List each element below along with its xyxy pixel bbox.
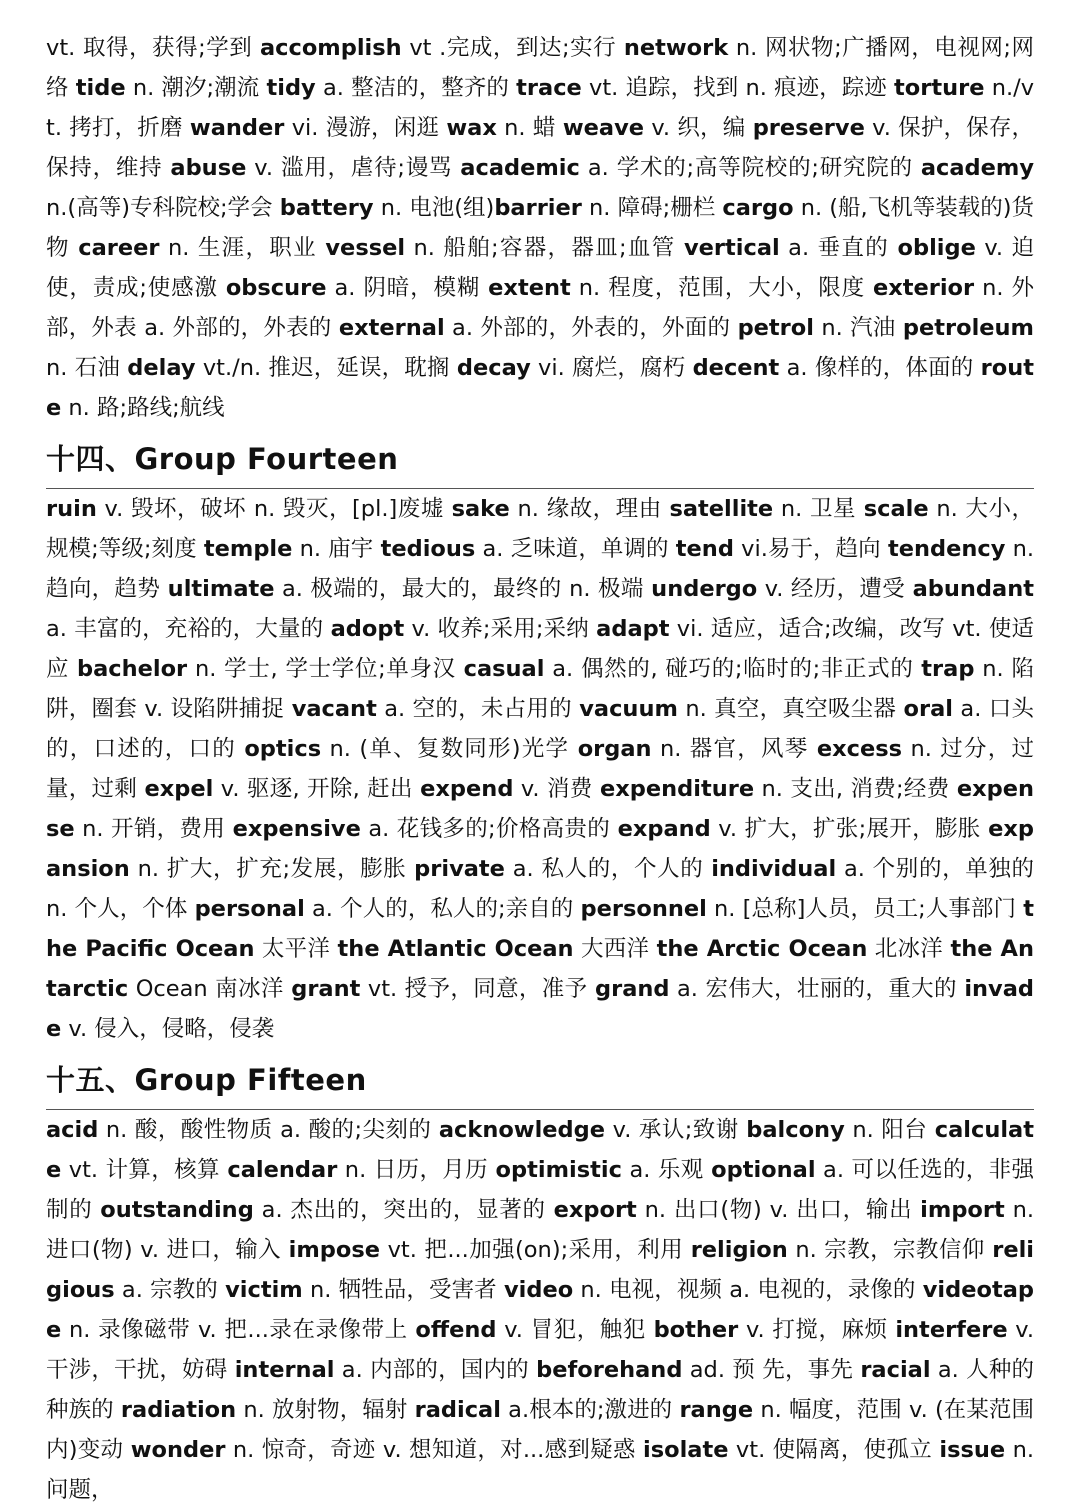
vocab-definition: v. 消费 (513, 776, 600, 802)
vocab-word: expend (420, 776, 514, 802)
vocab-word: satellite (669, 496, 774, 522)
vocab-word: racial (860, 1357, 931, 1383)
vocab-word: issue (939, 1437, 1006, 1463)
vocab-definition: a. 阴暗，模糊 (326, 275, 489, 301)
vocab-word: barrier (494, 195, 582, 221)
vocab-definition: a. 偶然的, 碰巧的;临时的;非正式的 (544, 656, 922, 682)
vocab-definition: n. 外部，外表 a. 外部的，外表的 (46, 275, 1034, 341)
vocab-definition: v. 毁坏，破坏 n. 毁灭，[pl.]废墟 (96, 496, 452, 522)
vocab-word: career (78, 235, 160, 261)
vocab-definition: n. 开销，费用 (74, 816, 233, 842)
vocab-word: personnel (580, 896, 707, 922)
vocab-word: vertical (683, 235, 780, 261)
vocab-definition: vt. 取得，获得;学到 (46, 35, 260, 61)
vocab-word: decay (456, 355, 531, 381)
vocab-word: bother (653, 1317, 739, 1343)
vocab-word: vacuum (579, 696, 678, 722)
vocab-definition: n. 电视，视频 a. 电视的，录像的 (573, 1277, 923, 1303)
vocab-word: abuse (170, 155, 247, 181)
vocab-definition: v. 收养;采用;采纳 (404, 616, 597, 642)
vocab-word: the Pacific Ocean (46, 896, 1034, 962)
document-page (46, 26, 1034, 1510)
vocab-definition: n. 汽油 (813, 315, 903, 341)
vocab-word: vacant (291, 696, 377, 722)
vocab-definition: vt. 计算，核算 (61, 1157, 228, 1183)
vocab-definition: n. 进口(物) v. 进口，输入 (46, 1197, 1035, 1263)
vocab-definition: a. 宗教的 (114, 1277, 226, 1303)
vocab-definition: ad. 预 先，事先 (682, 1357, 861, 1383)
section-heading: 十四、Group Fourteen (46, 434, 1034, 489)
vocab-definition: v. 侵入，侵略，侵袭 (61, 1016, 275, 1042)
vocab-word: undergo (651, 576, 758, 602)
vocab-definition: n. 蜡 (496, 115, 563, 141)
vocab-definition: n. 阳台 (844, 1117, 935, 1143)
vocab-word: ruin (46, 496, 97, 522)
vocab-word: wander (189, 115, 285, 141)
vocab-definition: v. 滥用，虐待;谩骂 (246, 155, 461, 181)
vocab-word: oral (903, 696, 953, 722)
vocab-definition: a. 外部的，外表的，外面的 (444, 315, 738, 341)
vocab-word: radical (414, 1397, 501, 1423)
vocab-definition: 大西洋 (573, 936, 657, 962)
vocab-word: extent (488, 275, 571, 301)
vocab-definition: v. 承认;致谢 (605, 1117, 747, 1143)
vocab-definition: n. 大小，规模;等级;刻度 (46, 496, 1035, 562)
vocab-definition: a. 内部的，国内的 (334, 1357, 537, 1383)
vocab-word: the Antarctic (46, 936, 1034, 1002)
vocab-definition: v. 干涉，干扰，妨碍 (46, 1317, 1034, 1383)
vocab-definition: a. 个人的，私人的;亲自的 (304, 896, 581, 922)
vocab-word: isolate (643, 1437, 729, 1463)
vocab-word: weave (562, 115, 645, 141)
vocab-definition: v. 迫使，责成;使感激 (46, 235, 1035, 301)
vocab-word: individual (711, 856, 837, 882)
section-continued (46, 28, 1034, 428)
vocab-definition: n. (单、复数同形)光学 (321, 736, 578, 762)
vocab-word: wax (446, 115, 497, 141)
vocab-definition: a. 可以任选的，非强制的 (46, 1157, 1035, 1223)
vocab-word: interfere (895, 1317, 1008, 1343)
vocab-definition: n. 电池(组) (373, 195, 495, 221)
vocab-definition: a. 私人的，个人的 (504, 856, 712, 882)
vocab-word: accomplish (259, 35, 402, 61)
vocab-word: tedious (380, 536, 476, 562)
vocab-definition: v. 织，编 (644, 115, 753, 141)
vocab-definition: a. 整洁的，整齐的 (315, 75, 517, 101)
vocab-definition: a. 花钱多的;价格高贵的 (360, 816, 618, 842)
vocab-word: import (920, 1197, 1005, 1223)
vocab-definition: n. 问题， (46, 1437, 1034, 1503)
vocab-definition: n. 过分，过量，过剩 (46, 736, 1034, 802)
vocab-word: tend (675, 536, 734, 562)
vocab-definition: a. 空的，未占用的 (376, 696, 580, 722)
vocab-definition: v. 保护，保存，保持，维持 (46, 115, 1034, 181)
vocab-definition: vt. 追踪，找到 n. 痕迹，踪迹 (581, 75, 895, 101)
vocab-definition: n./vt. 拷打，折磨 (46, 75, 1035, 141)
vocab-word: bachelor (76, 656, 188, 682)
vocab-word: calculate (46, 1117, 1034, 1183)
vocab-definition: vt./n. 推迟，延误，耽搁 (195, 355, 457, 381)
vocab-word: delay (127, 355, 196, 381)
vocab-definition: n. 学士, 学士学位;单身汉 (187, 656, 464, 682)
vocab-definition: a. 像样的，体面的 (779, 355, 981, 381)
vocab-definition: vi. 腐烂，腐朽 (530, 355, 693, 381)
vocab-definition: a.根本的;激进的 (500, 1397, 680, 1423)
vocab-definition: n. 路;路线;航线 (61, 395, 225, 421)
vocab-definition: n. 宗教，宗教信仰 (787, 1237, 993, 1263)
vocab-word: trap (921, 656, 975, 682)
vocab-definition: n. 程度，范围，大小，限度 (570, 275, 873, 301)
vocab-word: obscure (225, 275, 327, 301)
vocab-definition: v. 打搅，麻烦 (738, 1317, 896, 1343)
vocab-definition: a. 杰出的，突出的，显著的 (253, 1197, 554, 1223)
vocab-definition: vt. 授予，同意，准予 (360, 976, 595, 1002)
vocab-definition: n. 录像磁带 v. 把...录在录像带上 (61, 1317, 416, 1343)
vocab-word: temple (203, 536, 293, 562)
vocab-word: religious (46, 1237, 1034, 1303)
vocab-word: outstanding (100, 1197, 254, 1223)
vocab-definition: n. 酸，酸性物质 a. 酸的;尖刻的 (98, 1117, 439, 1143)
section-group-fourteen (46, 434, 1034, 1049)
vocab-word: expenditure (599, 776, 755, 802)
vocab-word: optimistic (495, 1157, 622, 1183)
vocab-word: academic (460, 155, 580, 181)
vocab-word: optional (711, 1157, 816, 1183)
vocab-definition: v. 冒犯，触犯 (496, 1317, 654, 1343)
vocab-word: adopt (330, 616, 405, 642)
vocab-word: vessel (325, 235, 406, 261)
vocab-word: sake (451, 496, 510, 522)
vocab-definition: a. 乐观 (621, 1157, 712, 1183)
vocab-word: video (503, 1277, 574, 1303)
vocab-word: range (679, 1397, 754, 1423)
vocab-definition: n. 出口(物) v. 出口，输出 (636, 1197, 921, 1223)
vocab-word: wonder (130, 1437, 226, 1463)
vocab-definition: vt .完成，到达;实行 (401, 35, 624, 61)
vocab-definition: vt. 使隔离，使孤立 (728, 1437, 940, 1463)
vocab-word: tide (75, 75, 126, 101)
section-group-fifteen (46, 1055, 1034, 1510)
vocab-definition: a. 宏伟大，壮丽的，重大的 (669, 976, 965, 1002)
vocab-word: calendar (227, 1157, 338, 1183)
vocab-word: preserve (752, 115, 865, 141)
vocab-word: torture (894, 75, 985, 101)
vocab-definition: n. 日历，月历 (337, 1157, 496, 1183)
vocab-definition: a. 学术的;高等院校的;研究院的 (579, 155, 921, 181)
vocab-word: acid (46, 1117, 99, 1143)
vocab-definition: n. 真空，真空吸尘器 (677, 696, 904, 722)
section-heading: 十五、Group Fifteen (46, 1055, 1034, 1110)
vocab-definition: n. (船,飞机等装载的)货物 (46, 195, 1034, 261)
vocab-definition: 太平洋 (254, 936, 338, 962)
vocab-definition: Ocean 南冰洋 (128, 976, 292, 1002)
vocab-word: offend (415, 1317, 497, 1343)
vocab-word: invade (46, 976, 1034, 1042)
vocab-word: external (338, 315, 445, 341)
vocab-word: trace (516, 75, 582, 101)
vocab-word: private (414, 856, 505, 882)
vocab-word: beforehand (536, 1357, 683, 1383)
vocab-definition: n. 幅度，范围 v. (在某范围内)变动 (46, 1397, 1034, 1463)
vocab-definition: a. 人种的种族的 (46, 1357, 1035, 1423)
vocab-word: radiation (120, 1397, 237, 1423)
vocab-word: petrol (737, 315, 814, 341)
vocab-definition: n. 支出, 消费;经费 (754, 776, 957, 802)
vocab-word: religion (690, 1237, 788, 1263)
vocab-word: casual (463, 656, 545, 682)
vocab-word: grand (595, 976, 670, 1002)
vocab-word: petroleum (902, 315, 1035, 341)
vocab-word: network (623, 35, 729, 61)
vocab-word: route (46, 355, 1034, 421)
vocab-definition: n. 庙宇 (292, 536, 381, 562)
vocab-word: grant (291, 976, 361, 1002)
vocab-paragraph (46, 1110, 1034, 1510)
vocab-definition: n. 放射物，辐射 (236, 1397, 415, 1423)
vocab-definition: n. 卫星 (773, 496, 864, 522)
vocab-definition: 北冰洋 (867, 936, 951, 962)
vocab-definition: v. 扩大，扩张;展开，膨胀 (710, 816, 989, 842)
vocab-definition: n. 生涯，职业 (159, 235, 326, 261)
vocab-definition: n. 网状物;广播网，电视网;网络 (46, 35, 1034, 101)
vocab-word: videotape (46, 1277, 1034, 1343)
vocab-definition: n. 石油 (46, 355, 128, 381)
vocab-definition: n. 扩大，扩充;发展，膨胀 (129, 856, 415, 882)
vocab-word: tendency (887, 536, 1006, 562)
vocab-definition: n. 缘故，理由 (509, 496, 670, 522)
vocab-word: personal (194, 896, 305, 922)
vocab-word: battery (279, 195, 374, 221)
vocab-definition: v. 经历，遭受 (757, 576, 913, 602)
vocab-word: impose (288, 1237, 381, 1263)
vocab-paragraph (46, 28, 1034, 428)
vocab-word: internal (234, 1357, 335, 1383)
vocab-word: expansion (46, 816, 1034, 882)
vocab-word: ultimate (167, 576, 275, 602)
vocab-word: acknowledge (438, 1117, 606, 1143)
vocab-definition: n. 船舶;容器，器皿;血管 (405, 235, 684, 261)
vocab-definition: n. 惊奇，奇迹 v. 想知道，对...感到疑惑 (225, 1437, 644, 1463)
vocab-word: victim (225, 1277, 303, 1303)
vocab-word: balcony (746, 1117, 845, 1143)
vocab-definition: vi. 适应，适合;改编，改写 vt. 使适应 (46, 616, 1034, 682)
vocab-word: expense (46, 776, 1034, 842)
vocab-definition: n. 牺牲品，受害者 (302, 1277, 504, 1303)
vocab-word: oblige (897, 235, 976, 261)
vocab-definition: a. 乏味道，单调的 (475, 536, 676, 562)
vocab-paragraph (46, 489, 1034, 1049)
vocab-definition: vi.易于，趋向 (733, 536, 888, 562)
vocab-definition: n. 障碍;栅栏 (581, 195, 723, 221)
vocab-definition: n. 潮汐;潮流 (125, 75, 267, 101)
vocab-word: exterior (872, 275, 975, 301)
vocab-definition: vi. 漫游，闲逛 (284, 115, 447, 141)
vocab-definition: a. 丰富的，充裕的，大量的 (46, 616, 331, 642)
vocab-word: expel (144, 776, 214, 802)
vocab-word: cargo (722, 195, 794, 221)
vocab-word: adapt (596, 616, 670, 642)
vocab-word: expand (617, 816, 711, 842)
vocab-word: academy (920, 155, 1035, 181)
vocab-definition: a. 极端的，最大的，最终的 n. 极端 (274, 576, 652, 602)
vocab-word: the Arctic Ocean (656, 936, 868, 962)
vocab-word: export (553, 1197, 637, 1223)
vocab-definition: a. 口头的，口述的，口的 (46, 696, 1034, 762)
vocab-word: optics (244, 736, 322, 762)
vocab-definition: n. [总称]人员，员工;人事部门 (706, 896, 1024, 922)
vocab-definition: n. 趋向，趋势 (46, 536, 1034, 602)
vocab-word: the Atlantic Ocean (337, 936, 574, 962)
vocab-definition: v. 驱逐, 开除, 赶出 (213, 776, 421, 802)
vocab-definition: n. 器官，风琴 (651, 736, 817, 762)
vocab-definition: a. 垂直的 (779, 235, 898, 261)
vocab-word: scale (863, 496, 929, 522)
vocab-word: tidy (266, 75, 316, 101)
vocab-word: expensive (232, 816, 361, 842)
vocab-definition: n.(高等)专科院校;学会 (46, 195, 280, 221)
vocab-word: decent (692, 355, 780, 381)
vocab-word: organ (577, 736, 652, 762)
vocab-definition: a. 个别的，单独的 n. 个人，个体 (46, 856, 1034, 922)
vocab-definition: vt. 把...加强(on);采用，利用 (380, 1237, 691, 1263)
vocab-word: abundant (912, 576, 1034, 602)
vocab-definition: n. 陷阱，圈套 v. 设陷阱捕捉 (46, 656, 1034, 722)
vocab-word: excess (816, 736, 903, 762)
